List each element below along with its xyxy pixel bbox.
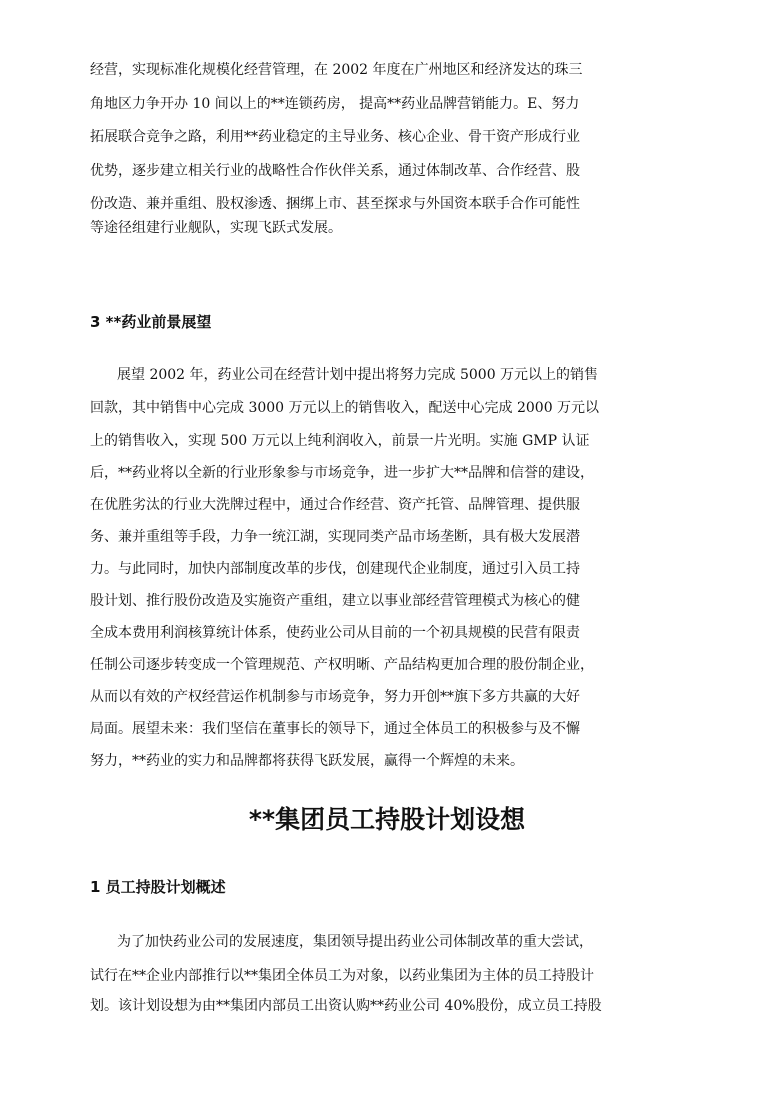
paragraph-line: 局面。展望未来：我们坚信在董事长的领导下，通过全体员工的积极参与及不懈	[90, 721, 580, 737]
paragraph-line: 力。与此同时，加快内部制度改革的步伐，创建现代企业制度，通过引入员工持	[90, 561, 580, 577]
paragraph-line: 上的销售收入，实现 500 万元以上纯利润收入，前景一片光明。实施 GMP 认证	[90, 433, 590, 449]
paragraph-line: 从而以有效的产权经营运作机制参与市场竞争，努力开创**旗下多方共赢的大好	[90, 689, 580, 705]
paragraph-line: 经营，实现标准化规模化经营管理，在 2002 年度在广州地区和经济发达的珠三	[90, 62, 583, 78]
paragraph-line: 在优胜劣汰的行业大洗牌过程中，通过合作经营、资产托管、品牌管理、提供服	[90, 497, 580, 513]
paragraph-line: 后，**药业将以全新的行业形象参与市场竞争，进一步扩大**品牌和信誉的建设，	[90, 465, 594, 481]
paragraph-line: 为了加快药业公司的发展速度，集团领导提出药业公司体制改革的重大尝试，	[117, 934, 593, 950]
section-heading: 3 **药业前景展望	[90, 313, 212, 331]
paragraph-line: 全成本费用利润核算统计体系，使药业公司从目前的一个初具规模的民营有限责	[90, 625, 580, 641]
document-title: **集团员工持股计划设想	[248, 805, 526, 834]
paragraph-line: 努力，**药业的实力和品牌都将获得飞跃发展，赢得一个辉煌的未来。	[90, 753, 524, 769]
paragraph-line: 回款，其中销售中心完成 3000 万元以上的销售收入，配送中心完成 2000 万元以	[90, 400, 600, 416]
paragraph-line: 划。该计划设想为由**集团内部员工出资认购**药业公司 40%股份，成立员工持股	[90, 998, 602, 1014]
paragraph-line: 股计划、推行股份改造及实施资产重组，建立以事业部经营管理模式为核心的健	[90, 593, 580, 609]
paragraph-line: 试行在**企业内部推行以**集团全体员工为对象，以药业集团为主体的员工持股计	[90, 968, 594, 984]
paragraph-line: 角地区力争开办 10 间以上的**连锁药房， 提高**药业品牌营销能力。E、努力	[90, 96, 580, 112]
section-heading: 1 员工持股计划概述	[90, 878, 226, 896]
paragraph-line: 等途径组建行业舰队，实现飞跃式发展。	[90, 220, 342, 236]
paragraph-line: 展望 2002 年，药业公司在经营计划中提出将努力完成 5000 万元以上的销售	[117, 367, 599, 383]
paragraph-line: 拓展联合竞争之路，利用**药业稳定的主导业务、核心企业、骨干资产形成行业	[90, 129, 580, 145]
paragraph-line: 份改造、兼并重组、股权渗透、捆绑上市、甚至探求与外国资本联手合作可能性	[90, 196, 580, 212]
paragraph-line: 优势，逐步建立相关行业的战略性合作伙伴关系，通过体制改革、合作经营、股	[90, 163, 580, 179]
paragraph-line: 任制公司逐步转变成一个管理规范、产权明晰、产品结构更加合理的股份制企业，	[90, 657, 594, 673]
paragraph-line: 务、兼并重组等手段，力争一统江湖，实现同类产品市场垄断，具有极大发展潜	[90, 529, 580, 545]
